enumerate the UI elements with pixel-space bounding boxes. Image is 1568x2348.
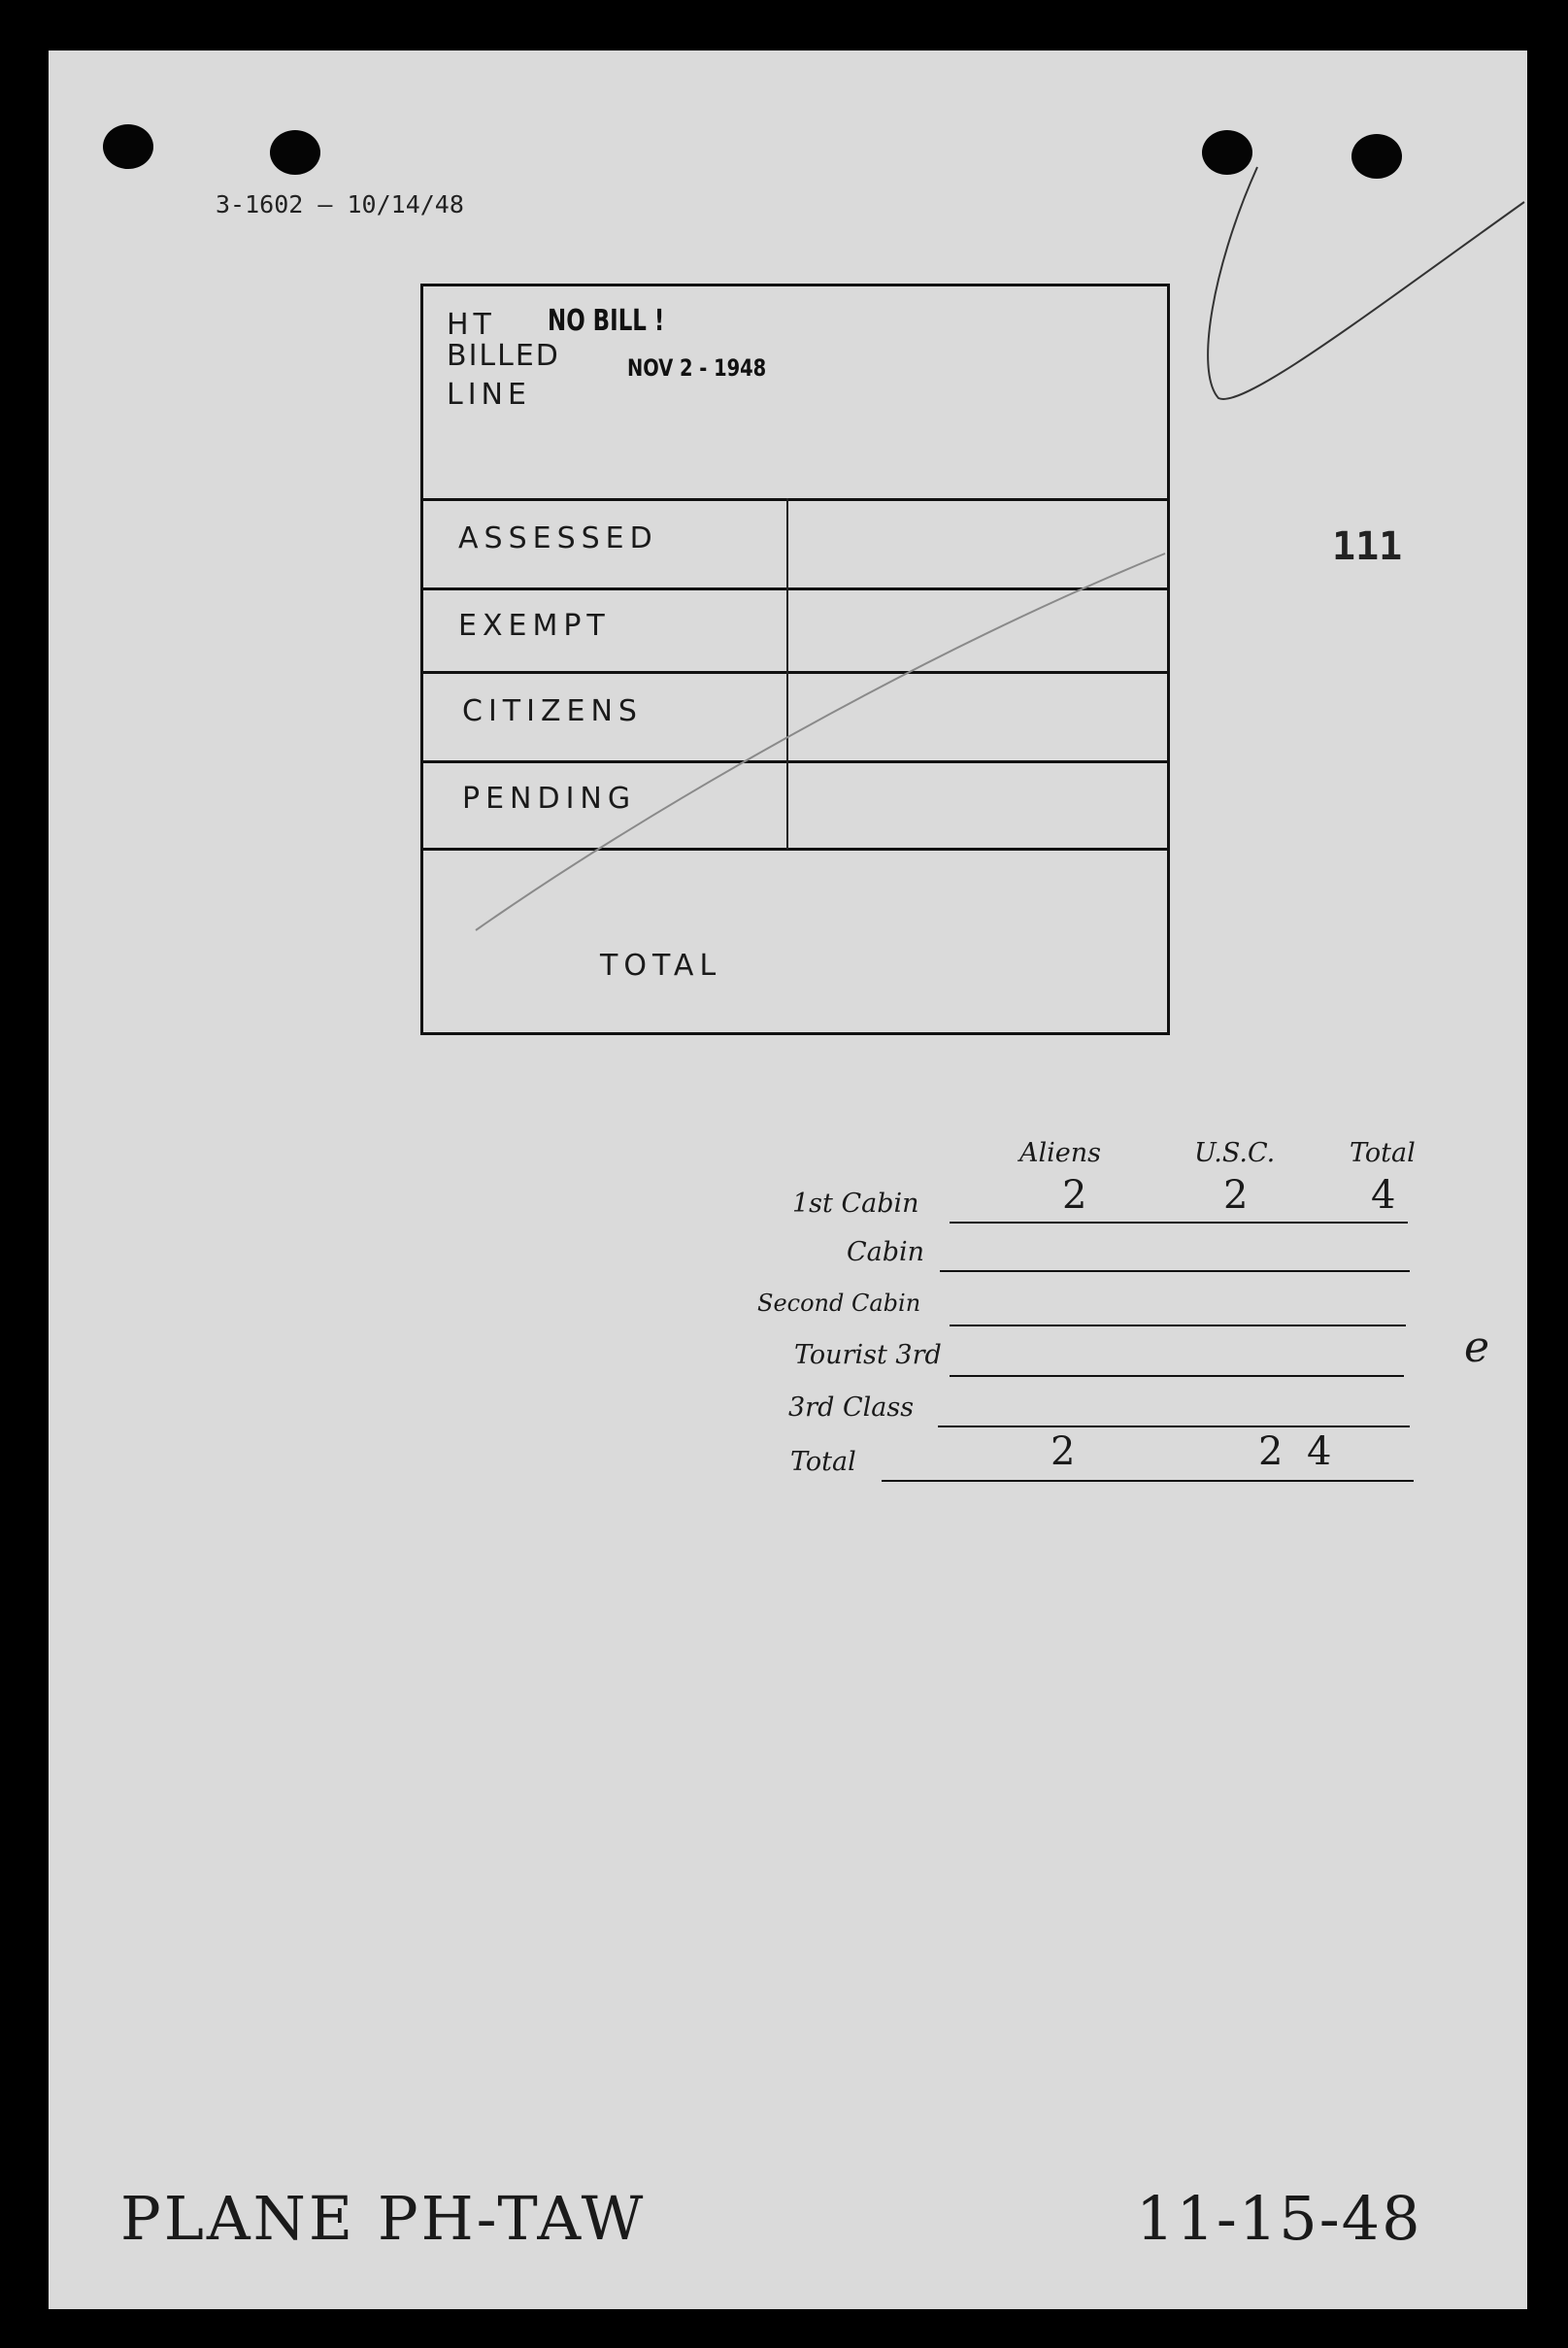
handwritten-date: 11-15-48 xyxy=(1136,2183,1422,2254)
total-label: TOTAL xyxy=(600,949,722,983)
plane-registration: PLANE PH-TAW xyxy=(120,2183,647,2254)
row-label-total: Total xyxy=(790,1447,856,1477)
file-date: 10/14/48 xyxy=(347,190,464,218)
file-ref-number: 3-1602 xyxy=(216,190,304,218)
header-billed: BILLED xyxy=(447,339,560,373)
separator-dash: — xyxy=(317,190,348,218)
assessed-label: ASSESSED xyxy=(458,521,658,555)
header-ht: HT xyxy=(447,308,496,342)
exempt-label: EXEMPT xyxy=(458,609,611,643)
document-card xyxy=(49,50,1527,2309)
column-header-usc: U.S.C. xyxy=(1194,1138,1276,1168)
row-label-3rd-class: 3rd Class xyxy=(788,1392,915,1423)
page-number: 111 xyxy=(1332,524,1403,569)
check-mark xyxy=(1208,167,1524,399)
margin-mark: e xyxy=(1464,1323,1490,1372)
citizens-label: CITIZENS xyxy=(462,694,643,728)
pending-label: PENDING xyxy=(462,782,637,816)
pencil-marks xyxy=(49,50,1527,2309)
cell-total-usc: 2 xyxy=(1258,1429,1284,1474)
cell-1st-cabin-usc: 2 xyxy=(1223,1173,1249,1218)
header-line: LINE xyxy=(447,378,531,412)
row-label-1st-cabin: 1st Cabin xyxy=(792,1189,919,1219)
cell-total-aliens: 2 xyxy=(1051,1429,1076,1474)
cell-1st-cabin-aliens: 2 xyxy=(1062,1173,1087,1218)
no-bill-stamp: NO BILL ! xyxy=(548,304,665,338)
column-header-total: Total xyxy=(1350,1138,1416,1168)
row-label-second-cabin: Second Cabin xyxy=(757,1290,921,1317)
column-header-aliens: Aliens xyxy=(1019,1138,1101,1168)
row-label-tourist-3rd: Tourist 3rd xyxy=(794,1340,942,1370)
row-label-cabin: Cabin xyxy=(847,1237,925,1267)
strike-line xyxy=(476,553,1165,930)
cell-total-total: 4 xyxy=(1307,1429,1332,1474)
cell-1st-cabin-total: 4 xyxy=(1371,1173,1396,1218)
date-stamp: NOV 2 - 1948 xyxy=(627,354,767,382)
